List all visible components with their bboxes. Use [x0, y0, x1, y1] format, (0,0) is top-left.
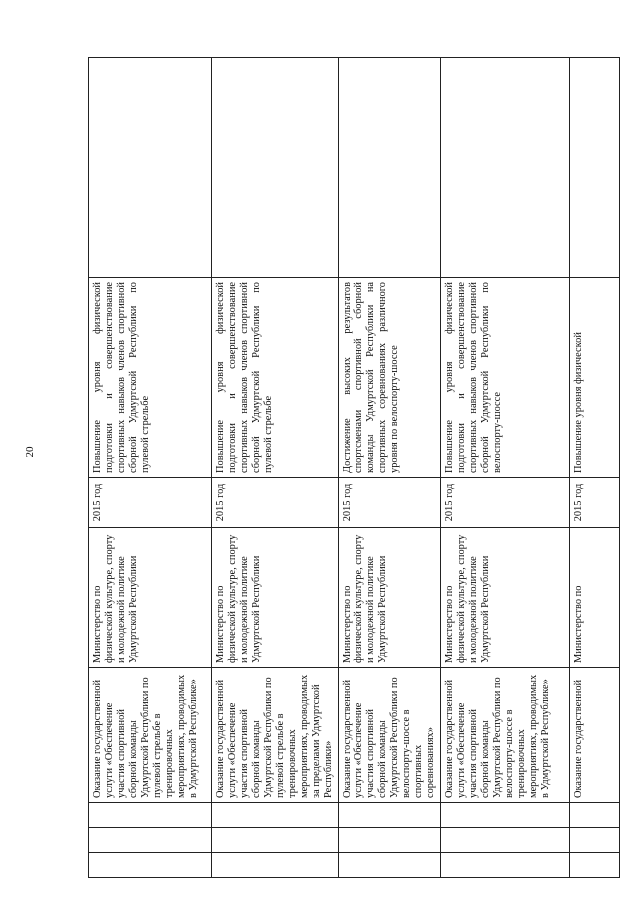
cell-blank — [338, 853, 441, 878]
cell-blank — [89, 58, 212, 278]
table-body — [89, 58, 620, 878]
table-row — [441, 58, 570, 878]
cell-ministry: Министерство по физической культуре, спорту и молодежной политике Удмуртской Республики — [89, 528, 212, 668]
cell-blank — [570, 828, 620, 853]
page-number: 20 — [24, 446, 36, 458]
cell-ministry: Министерство по — [570, 528, 620, 668]
program-table — [88, 57, 620, 878]
cell-blank — [89, 853, 212, 878]
cell-blank — [212, 853, 339, 878]
cell-blank — [89, 828, 212, 853]
cell-result: Повышение уровня физической — [570, 278, 620, 478]
table-row — [89, 58, 212, 878]
cell-blank — [338, 803, 441, 828]
cell-blank — [441, 828, 570, 853]
cell-blank — [441, 853, 570, 878]
rotated-table-container — [88, 58, 608, 878]
cell-blank — [570, 58, 620, 278]
cell-blank — [212, 828, 339, 853]
cell-result: Повышение уровня физической подготовки и совершенствование спортивных навыков членов спортивной сборной Удмуртской Республики по велоспорту-шоссе — [441, 278, 570, 478]
table-row — [338, 58, 441, 878]
cell-ministry: Министерство по физической культуре, спорту и молодежной политике Удмуртской Республики — [441, 528, 570, 668]
cell-result: Повышение уровня физической подготовки и совершенствование спортивных навыков членов спортивной сборной Удмуртской Республики по пулевой стрельбе — [212, 278, 339, 478]
cell-ministry: Министерство по физической культуре, спорту и молодежной политике Удмуртской Республики — [338, 528, 441, 668]
cell-result: Повышение уровня физической подготовки и совершенствование спортивных навыков членов спортивной сборной Удмуртской Республики по пулевой стрельбе — [89, 278, 212, 478]
cell-year: 2015 год — [212, 478, 339, 528]
cell-blank — [570, 853, 620, 878]
cell-blank — [338, 58, 441, 278]
cell-year: 2015 год — [89, 478, 212, 528]
cell-year: 2015 год — [338, 478, 441, 528]
cell-blank — [570, 803, 620, 828]
table-row — [570, 58, 620, 878]
cell-blank — [338, 828, 441, 853]
cell-service: Оказание государственной услуги «Обеспечение участия спортивной сборной команды Удмуртской Республики по велоспорту-шоссе в тренировочных мероприятиях, проводимых в Удмуртской Республике» — [441, 668, 570, 803]
cell-blank — [441, 58, 570, 278]
cell-service: Оказание государственной — [570, 668, 620, 803]
cell-blank — [212, 803, 339, 828]
cell-year: 2015 год — [441, 478, 570, 528]
cell-service: Оказание государственной услуги «Обеспечение участия спортивной сборной команды Удмуртской Республики по пулевой стрельбе в тренировочных мероприятиях, проводимых за пределами Удмуртской Республики» — [212, 668, 339, 803]
cell-result: Достижение высоких результатов спортсменами спортивной сборной команды Удмуртской Республики на спортивных соревнованиях различного уровня по велоспорту-шоссе — [338, 278, 441, 478]
cell-ministry: Министерство по физической культуре, спорту и молодежной политике Удмуртской Республики — [212, 528, 339, 668]
cell-service: Оказание государственной услуги «Обеспечение участия спортивной сборной команды Удмуртской Республики по велоспорту-шоссе в спортивных соревнованиях» — [338, 668, 441, 803]
cell-blank — [89, 803, 212, 828]
cell-blank — [212, 58, 339, 278]
cell-blank — [441, 803, 570, 828]
cell-service: Оказание государственной услуги «Обеспечение участия спортивной сборной команды Удмуртской Республики по пулевой стрельбе в тренировочных мероприятиях, проводимых в Удмуртской Республике» — [89, 668, 212, 803]
cell-year: 2015 год — [570, 478, 620, 528]
table-row — [212, 58, 339, 878]
